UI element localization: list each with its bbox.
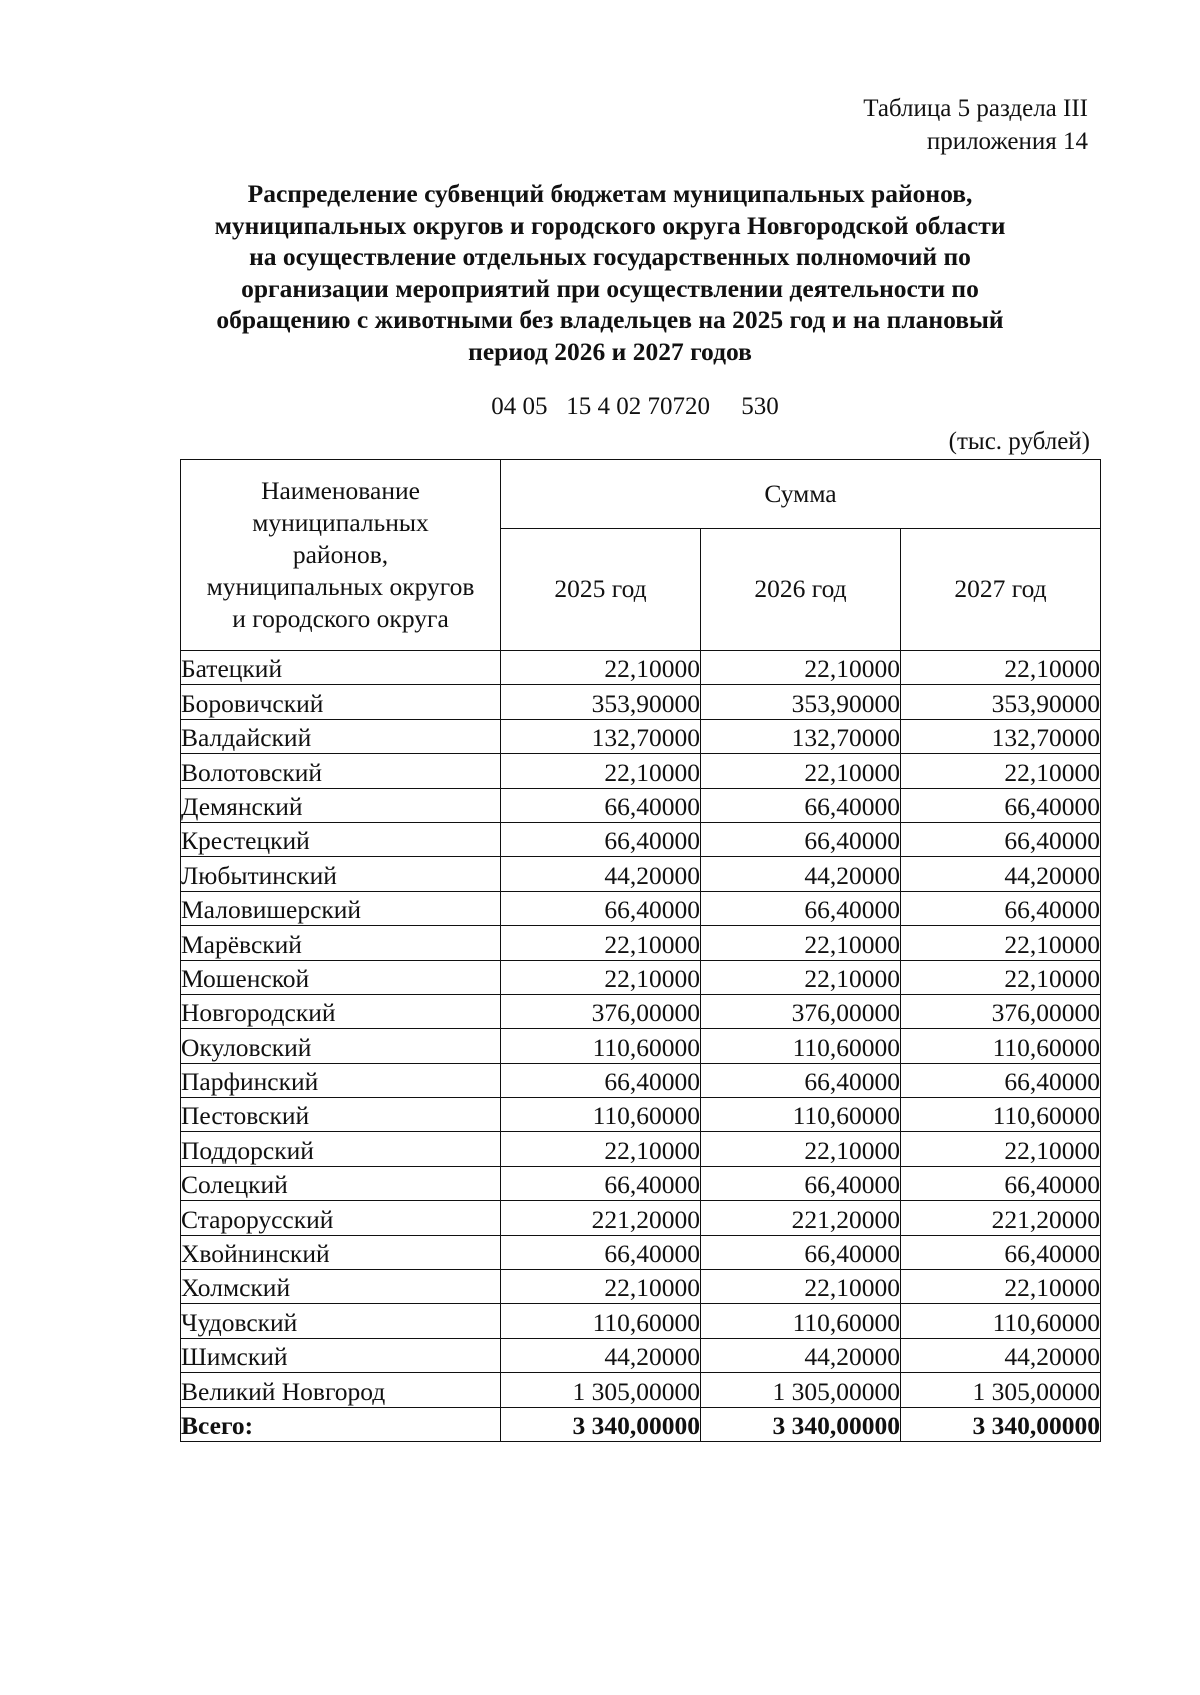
district-name-cell: Окуловский xyxy=(181,1029,501,1063)
units-label: (тыс. рублей) xyxy=(948,428,1090,455)
district-name-cell: Солецкий xyxy=(181,1166,501,1200)
table-row xyxy=(181,926,1101,960)
table-row xyxy=(181,1373,1101,1407)
table-row xyxy=(181,1270,1101,1304)
amount-2027-cell: 66,40000 xyxy=(901,1063,1101,1097)
amount-2026-cell: 22,10000 xyxy=(701,651,901,685)
table-row xyxy=(181,960,1101,994)
amount-2027-cell: 22,10000 xyxy=(901,1132,1101,1166)
amount-2026-cell: 66,40000 xyxy=(701,822,901,856)
district-name-cell: Шимский xyxy=(181,1338,501,1372)
sum-column-header: Сумма xyxy=(501,460,1101,529)
district-name-cell: Парфинский xyxy=(181,1063,501,1097)
amount-2025-cell: 22,10000 xyxy=(501,926,701,960)
amount-2025-cell: 1 305,00000 xyxy=(501,1373,701,1407)
district-name-cell: Холмский xyxy=(181,1270,501,1304)
name-header-line: и городского округа xyxy=(232,604,449,633)
table-row xyxy=(181,891,1101,925)
amount-2027-cell: 66,40000 xyxy=(901,1166,1101,1200)
district-name-cell: Боровичский xyxy=(181,685,501,719)
amount-2027-cell: 66,40000 xyxy=(901,1235,1101,1269)
table-row xyxy=(181,788,1101,822)
amount-2025-cell: 376,00000 xyxy=(501,994,701,1028)
amount-2025-cell: 66,40000 xyxy=(501,788,701,822)
amount-2025-cell: 66,40000 xyxy=(501,891,701,925)
total-row xyxy=(181,1407,1101,1441)
amount-2027-cell: 1 305,00000 xyxy=(901,1373,1101,1407)
name-header-line: муниципальных округов xyxy=(206,572,475,601)
district-name-cell: Поддорский xyxy=(181,1132,501,1166)
subsidy-table xyxy=(180,459,1101,1442)
district-name-cell: Валдайский xyxy=(181,719,501,753)
district-name-cell: Маловишерский xyxy=(181,891,501,925)
title-line: на осуществление отдельных государственных полномочий по xyxy=(249,242,971,271)
amount-2026-cell: 66,40000 xyxy=(701,1166,901,1200)
table-row xyxy=(181,822,1101,856)
table-row xyxy=(181,857,1101,891)
name-header-line: районов, xyxy=(292,540,389,569)
amount-2027-cell: 22,10000 xyxy=(901,754,1101,788)
amount-2026-cell: 1 305,00000 xyxy=(701,1373,901,1407)
amount-2027-cell: 22,10000 xyxy=(901,960,1101,994)
district-name-cell: Чудовский xyxy=(181,1304,501,1338)
amount-2027-cell: 66,40000 xyxy=(901,822,1101,856)
amount-2025-cell: 110,60000 xyxy=(501,1029,701,1063)
amount-2025-cell: 44,20000 xyxy=(501,857,701,891)
table-row xyxy=(181,994,1101,1028)
table-row xyxy=(181,1304,1101,1338)
amount-2026-cell: 66,40000 xyxy=(701,788,901,822)
amount-2026-cell: 22,10000 xyxy=(701,1132,901,1166)
table-row xyxy=(181,754,1101,788)
amount-2027-cell: 44,20000 xyxy=(901,1338,1101,1372)
amount-2026-cell: 110,60000 xyxy=(701,1098,901,1132)
name-header-line: Наименование xyxy=(261,476,420,505)
amount-2026-cell: 376,00000 xyxy=(701,994,901,1028)
amount-2025-cell: 22,10000 xyxy=(501,1270,701,1304)
amount-2026-cell: 353,90000 xyxy=(701,685,901,719)
amount-2027-cell: 353,90000 xyxy=(901,685,1101,719)
table-reference xyxy=(863,92,1088,158)
district-name-cell: Пестовский xyxy=(181,1098,501,1132)
table-row xyxy=(181,651,1101,685)
amount-2027-cell: 110,60000 xyxy=(901,1304,1101,1338)
amount-2026-cell: 66,40000 xyxy=(701,1235,901,1269)
table-row xyxy=(181,1063,1101,1097)
amount-2026-cell: 22,10000 xyxy=(701,754,901,788)
amount-2026-cell: 3 340,00000 xyxy=(701,1407,901,1441)
amount-2025-cell: 66,40000 xyxy=(501,1166,701,1200)
amount-2025-cell: 221,20000 xyxy=(501,1201,701,1235)
amount-2027-cell: 221,20000 xyxy=(901,1201,1101,1235)
district-name-cell: Великий Новгород xyxy=(181,1373,501,1407)
amount-2025-cell: 132,70000 xyxy=(501,719,701,753)
district-name-cell: Демянский xyxy=(181,788,501,822)
district-name-cell: Крестецкий xyxy=(181,822,501,856)
amount-2027-cell: 376,00000 xyxy=(901,994,1101,1028)
amount-2025-cell: 22,10000 xyxy=(501,960,701,994)
budget-classification-code: 04 05 15 4 02 70720 530 xyxy=(491,393,779,420)
district-name-cell: Волотовский xyxy=(181,754,501,788)
title-line: период 2026 и 2027 годов xyxy=(468,336,752,366)
amount-2027-cell: 66,40000 xyxy=(901,891,1101,925)
amount-2027-cell: 22,10000 xyxy=(901,926,1101,960)
district-name-cell: Новгородский xyxy=(181,994,501,1028)
appendix-reference-line: приложения 14 xyxy=(926,128,1088,155)
amount-2027-cell: 22,10000 xyxy=(901,651,1101,685)
table-row xyxy=(181,1098,1101,1132)
year-2027-header: 2027 год xyxy=(901,528,1101,650)
amount-2025-cell: 22,10000 xyxy=(501,651,701,685)
amount-2027-cell: 132,70000 xyxy=(901,719,1101,753)
amount-2027-cell: 44,20000 xyxy=(901,857,1101,891)
amount-2026-cell: 110,60000 xyxy=(701,1304,901,1338)
amount-2026-cell: 66,40000 xyxy=(701,1063,901,1097)
amount-2027-cell: 3 340,00000 xyxy=(901,1407,1101,1441)
amount-2026-cell: 132,70000 xyxy=(701,719,901,753)
document-title xyxy=(150,178,1070,367)
table-row xyxy=(181,1029,1101,1063)
amount-2027-cell: 22,10000 xyxy=(901,1270,1101,1304)
table-row xyxy=(181,685,1101,719)
table-row xyxy=(181,1166,1101,1200)
amount-2027-cell: 66,40000 xyxy=(901,788,1101,822)
district-name-cell: Хвойнинский xyxy=(181,1235,501,1269)
district-name-cell: Старорусский xyxy=(181,1201,501,1235)
name-header-line: муниципальных xyxy=(252,508,429,537)
amount-2026-cell: 44,20000 xyxy=(701,1338,901,1372)
table-row xyxy=(181,1338,1101,1372)
table-reference-line: Таблица 5 раздела III xyxy=(863,95,1088,122)
amount-2025-cell: 3 340,00000 xyxy=(501,1407,701,1441)
district-name-cell: Батецкий xyxy=(181,651,501,685)
year-2025-header: 2025 год xyxy=(501,528,701,650)
amount-2025-cell: 66,40000 xyxy=(501,1063,701,1097)
amount-2025-cell: 66,40000 xyxy=(501,1235,701,1269)
district-name-cell: Марёвский xyxy=(181,926,501,960)
title-line: организации мероприятий при осуществлении деятельности по xyxy=(241,273,979,303)
district-name-cell: Мошенской xyxy=(181,960,501,994)
amount-2025-cell: 110,60000 xyxy=(501,1304,701,1338)
table-row xyxy=(181,719,1101,753)
amount-2026-cell: 22,10000 xyxy=(701,926,901,960)
title-line: муниципальных округов и городского округа Новгородской области xyxy=(214,210,1006,240)
amount-2026-cell: 44,20000 xyxy=(701,857,901,891)
year-2026-header: 2026 год xyxy=(701,528,901,650)
amount-2026-cell: 22,10000 xyxy=(701,960,901,994)
amount-2025-cell: 110,60000 xyxy=(501,1098,701,1132)
amount-2025-cell: 22,10000 xyxy=(501,754,701,788)
title-line: Распределение субвенций бюджетам муниципальных районов, xyxy=(247,179,973,208)
amount-2026-cell: 221,20000 xyxy=(701,1201,901,1235)
amount-2025-cell: 44,20000 xyxy=(501,1338,701,1372)
table-row xyxy=(181,1235,1101,1269)
amount-2026-cell: 110,60000 xyxy=(701,1029,901,1063)
district-name-cell: Любытинский xyxy=(181,857,501,891)
table-header-row xyxy=(181,460,1101,529)
title-line: обращению с животными без владельцев на 2025 год и на плановый xyxy=(216,305,1004,334)
name-column-header xyxy=(181,460,501,651)
amount-2025-cell: 353,90000 xyxy=(501,685,701,719)
amount-2027-cell: 110,60000 xyxy=(901,1098,1101,1132)
amount-2026-cell: 66,40000 xyxy=(701,891,901,925)
table-row xyxy=(181,1201,1101,1235)
amount-2026-cell: 22,10000 xyxy=(701,1270,901,1304)
amount-2025-cell: 66,40000 xyxy=(501,822,701,856)
table-row xyxy=(181,1132,1101,1166)
amount-2025-cell: 22,10000 xyxy=(501,1132,701,1166)
district-name-cell: Всего: xyxy=(181,1407,501,1441)
amount-2027-cell: 110,60000 xyxy=(901,1029,1101,1063)
